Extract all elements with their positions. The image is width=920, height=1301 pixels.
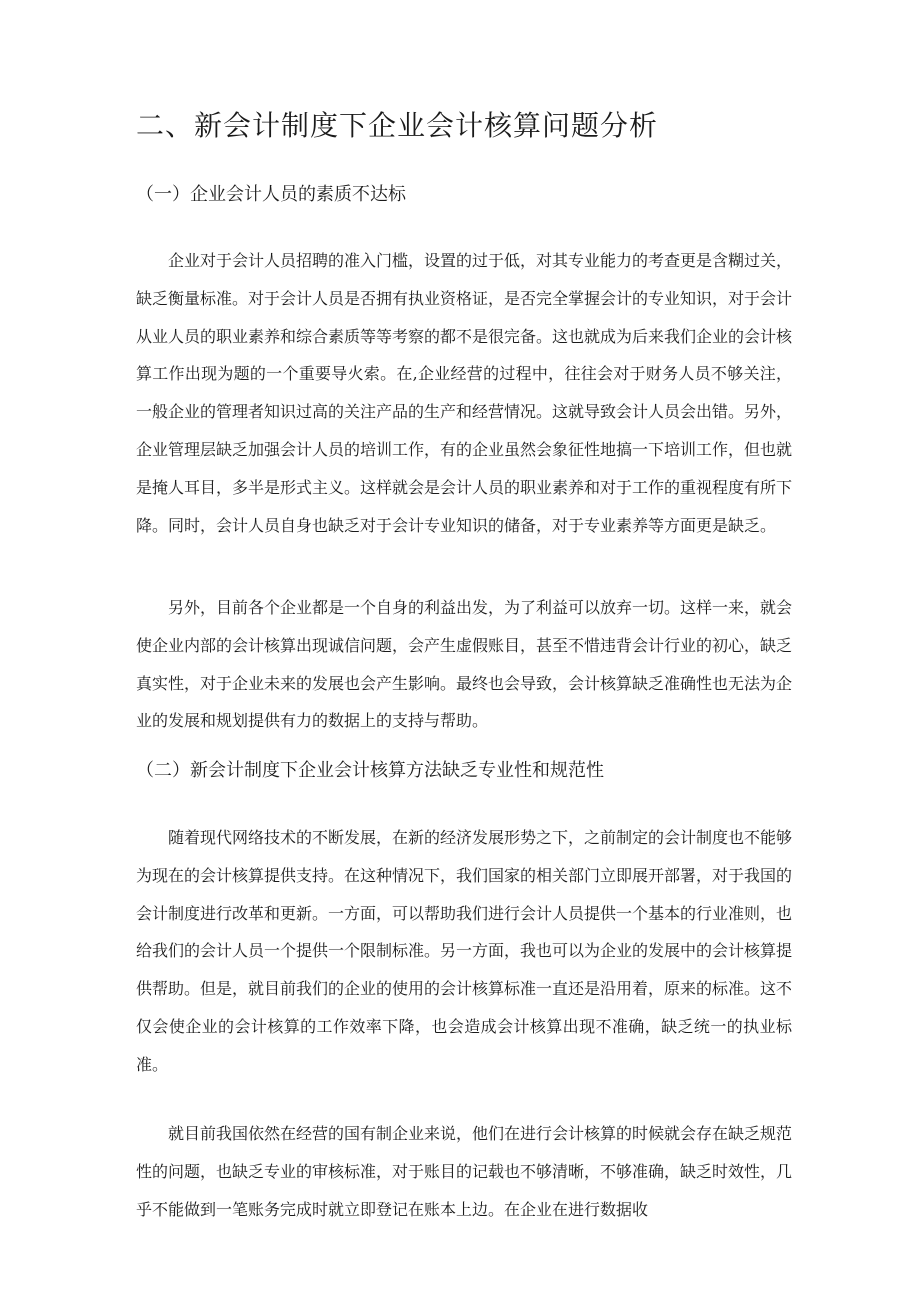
section-heading-2: （二）新会计制度下企业会计核算方法缺乏专业性和规范性	[136, 760, 604, 781]
body-paragraph: 另外，目前各个企业都是一个自身的利益出发，为了利益可以放弃一切。这样一来，就会使企业内部的会计核算出现诚信问题，会产生虚假账目，甚至不惜违背会计行业的初心，缺乏真实性，对于企业未来的发展也会产生影响。最终也会导致，会计核算缺乏准确性也无法为企业的发展和规划提供有力的数据上的支持与帮助。	[136, 598, 793, 731]
page-title: 二、新会计制度下企业会计核算问题分析	[136, 109, 659, 142]
body-paragraph: 企业对于会计人员招聘的准入门槛，设置的过于低，对其专业能力的考查更是含糊过关，缺乏衡量标准。对于会计人员是否拥有执业资格证，是否完全掌握会计的专业知识，对于会计从业人员的职业素养和综合素质等等考察的都不是很完备。这也就成为后来我们企业的会计核算工作出现为题的一个重要导火索。在,企业经营的过程中，往往会对于财务人员不够关注，一般企业的管理者知识过高的关注产品的生产和经营情况。这就导致会计人员会出错。另外，企业管理层缺乏加强会计人员的培训工作，有的企业虽然会象征性地搞一下培训工作，但也就是掩人耳目，多半是形式主义。这样就会是会计人员的职业素养和对于工作的重视程度有所下降。同时，会计人员自身也缺乏对于会计专业知识的储备，对于专业素养等方面更是缺乏。	[136, 251, 793, 535]
section-heading-1: （一）企业会计人员的素质不达标	[136, 184, 406, 205]
body-paragraph: 就目前我国依然在经营的国有制企业来说，他们在进行会计核算的时候就会存在缺乏规范性的问题，也缺乏专业的审核标准，对于账目的记载也不够清晰，不够准确，缺乏时效性，几乎不能做到一笔账务完成时就立即登记在账本上边。在企业在进行数据收	[136, 1124, 793, 1219]
body-paragraph: 随着现代网络技术的不断发展，在新的经济发展形势之下，之前制定的会计制度也不能够为现在的会计核算提供支持。在这种情况下，我们国家的相关部门立即展开部署，对于我国的会计制度进行改革和更新。一方面，可以帮助我们进行会计人员提供一个基本的行业准则，也给我们的会计人员一个提供一个限制标准。另一方面，我也可以为企业的发展中的会计核算提供帮助。但是，就目前我们的企业的使用的会计核算标准一直还是沿用着，原来的标准。这不仅会使企业的会计核算的工作效率下降，也会造成会计核算出现不准确，缺乏统一的执业标准。	[136, 828, 793, 1074]
